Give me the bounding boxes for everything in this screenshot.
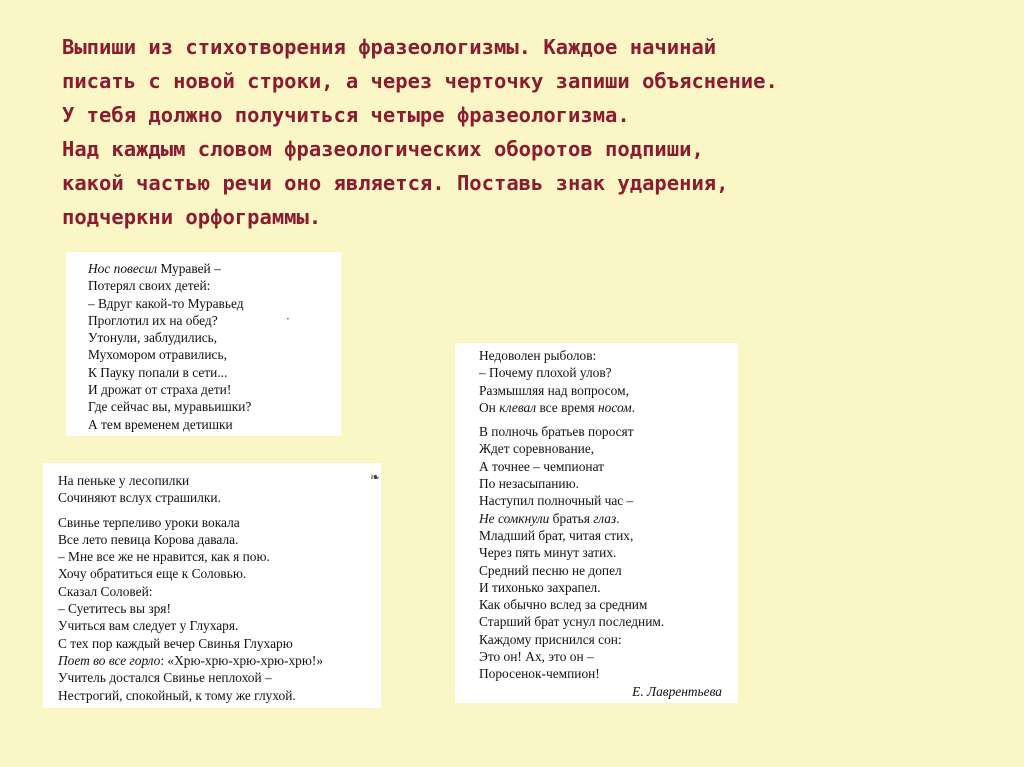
poem-line — [479, 399, 738, 416]
poem-text: : «Хрю-хрю-хрю-хрю-хрю!» — [160, 652, 324, 668]
poem-line: По незасыпанию. — [479, 476, 579, 492]
poem-line: К Пауку попали в сети... — [88, 364, 228, 380]
poem-line: Утонули, заблудились, — [88, 330, 218, 346]
poem-line — [88, 260, 341, 277]
poem-text: Муравей – — [157, 261, 221, 276]
idiom-text: глаз — [593, 510, 617, 526]
poem-line: В полночь братьев поросят — [479, 424, 634, 440]
poem-line: Каждому приснился сон: — [479, 631, 622, 647]
poem-line: Младший брат, читая стих, — [479, 527, 634, 543]
poem-line: Сказал Соловей: — [58, 583, 153, 599]
poem-line: Где сейчас вы, муравьишки? — [88, 399, 252, 415]
poem-line: С тех пор каждый вечер Свинья Глухарю — [58, 635, 293, 651]
poem-line: Наступил полночный час – — [479, 493, 634, 509]
poem-line: Как обычно вслед за средним — [479, 597, 648, 613]
poem-line: Сочиняют вслух страшилки. — [58, 490, 221, 506]
poem-line: На пеньке у лесопилки — [58, 473, 190, 488]
instruction-line: У тебя должно получиться четыре фразеологизма. — [62, 103, 630, 127]
instruction-line: Над каждым словом фразеологических оборотов подпиши, — [62, 137, 704, 161]
poem-line: – Почему плохой улов? — [479, 365, 612, 381]
poem-line: Недоволен рыболов: — [479, 348, 597, 363]
poem-line — [479, 510, 738, 527]
poem-card-pig — [43, 463, 381, 708]
poem-text: братья — [549, 510, 594, 526]
poem-line: Старший брат уснул последним. — [479, 614, 665, 630]
task-instructions — [62, 30, 992, 234]
scan-speck: · — [286, 312, 290, 326]
poem-line: Через пять минут затих. — [479, 545, 617, 561]
instruction-line: подчеркни орфограммы. — [62, 205, 322, 229]
instruction-line: Выпиши из стихотворения фразеологизмы. Каждое начинай — [62, 35, 717, 59]
poem-line: Учиться вам следует у Глухаря. — [58, 618, 239, 634]
poem-line: Учитель достался Свинье неплохой – — [58, 670, 272, 686]
idiom-text: носом — [598, 399, 632, 415]
poem-card-fisher — [455, 343, 738, 703]
poem-line: – Вдруг какой-то Муравьед — [88, 295, 244, 311]
poem-line: Нестрогий, спокойный, к тому же глухой. — [58, 687, 296, 703]
poem-line: Свинье терпеливо уроки вокала — [58, 514, 240, 530]
poem-line: Это он! Ах, это он – — [479, 649, 594, 665]
poem-line: Ждет соревнование, — [479, 441, 595, 457]
scan-speck: ❧ — [370, 470, 381, 484]
poem-text: . — [631, 399, 636, 415]
idiom-text: Поет во все горло — [58, 652, 161, 668]
poem-card-ant — [66, 252, 341, 436]
poem-line: Проглотил их на обед? — [88, 312, 218, 328]
poem-line — [58, 652, 381, 669]
poem-author: Е. Лаврентьева — [632, 683, 722, 699]
idiom-text: Не сомкнули — [479, 510, 550, 526]
poem-line: И тихонько захрапел. — [479, 579, 601, 595]
poem-line: И дрожат от страха дети! — [88, 382, 232, 398]
poem-line: – Суетитесь вы зря! — [58, 601, 171, 617]
poem-text: все время — [536, 399, 599, 415]
poem-line: Поросенок-чемпион! — [479, 666, 600, 682]
poem-line: Мухомором отравились, — [88, 347, 227, 363]
poem-line: Хочу обратиться еще к Соловью. — [58, 566, 247, 582]
idiom-text: Нос повесил — [88, 261, 158, 276]
idiom-text: клевал — [499, 399, 537, 415]
poem-line: – Мне все же не нравится, как я пою. — [58, 549, 270, 565]
poem-line: Средний песню не допел — [479, 562, 622, 578]
poem-text: Он — [479, 399, 500, 415]
poem-line: А тем временем детишки — [88, 416, 233, 432]
poem-line: Размышляя над вопросом, — [479, 382, 629, 398]
poem-line: Все лето певица Корова давала. — [58, 531, 239, 547]
poem-line: Потерял своих детей: — [88, 278, 211, 294]
instruction-line: какой частью речи оно является. Поставь знак ударения, — [62, 171, 729, 195]
poem-text: . — [616, 510, 620, 526]
poem-line: А точнее – чемпионат — [479, 458, 605, 474]
instruction-line: писать с новой строки, а через черточку запиши объяснение. — [62, 69, 778, 93]
